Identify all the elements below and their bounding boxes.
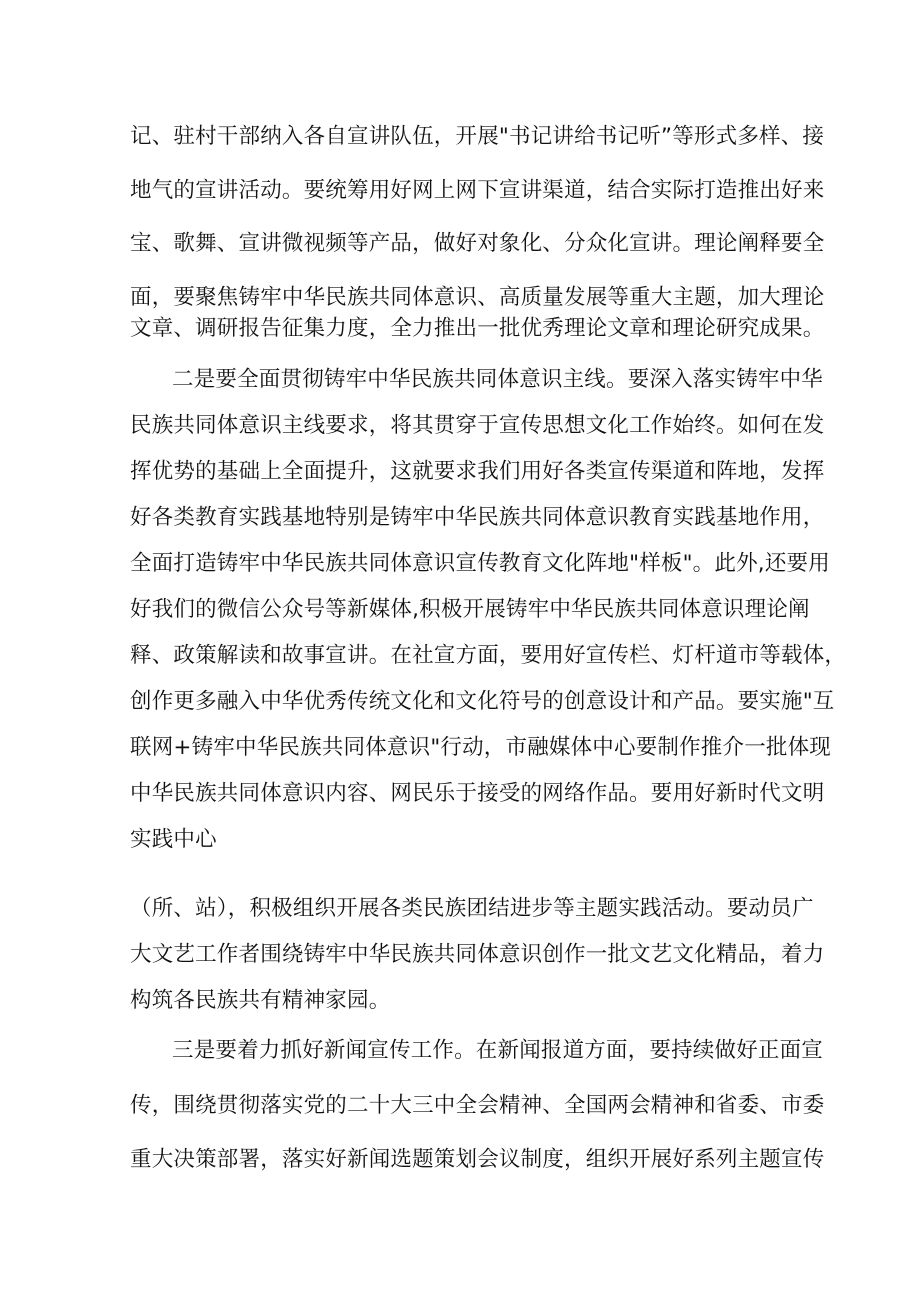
text-line: 实践中心 [130, 827, 217, 852]
text-line: 重大决策部署，落实好新闻选题策划会议制度，组织开展好系列主题宣传 [130, 1147, 825, 1172]
text-line: 创作更多融入中华优秀传统文化和文化符号的创意设计和产品。要实施"互 [130, 689, 835, 714]
text-line: 记、驻村干部纳入各自宣讲队伍，开展"书记讲给书记听”等形式多样、接 [130, 124, 825, 149]
text-line: 文章、调研报告征集力度，全力推出一批优秀理论文章和理论研究成果。 [130, 316, 825, 341]
text-line: 全面打造铸牢中华民族共同体意识宣传教育文化阵地"样板"。此外,还要用 [130, 551, 830, 576]
text-line: 传，围绕贯彻落实党的二十大三中全会精神、全国两会精神和省委、市委 [130, 1093, 825, 1118]
text-line: 挥优势的基础上全面提升，这就要求我们用好各类宣传渠道和阵地，发挥 [130, 459, 825, 484]
text-line: 中华民族共同体意识内容、网民乐于接受的网络作品。要用好新时代文明 [130, 781, 825, 806]
text-line: 面，要聚焦铸牢中华民族共同体意识、高质量发展等重大主题，加大理论 [130, 285, 825, 310]
text-line: 构筑各民族共有精神家园。 [130, 988, 391, 1013]
paragraph-start-line: 三是要着力抓好新闻宣传工作。在新闻报道方面，要持续做好正面宣 [172, 1038, 824, 1063]
text-line: 联网+铸牢中华民族共同体意识"行动，市融媒体中心要制作推介一批体现 [130, 735, 832, 760]
paragraph-start-line: 二是要全面贯彻铸牢中华民族共同体意识主线。要深入落实铸牢中华 [172, 367, 824, 392]
text-line: 好我们的微信公众号等新媒体,积极开展铸牢中华民族共同体意识理论阐 [130, 597, 810, 622]
text-line: 释、政策解读和故事宣讲。在社宣方面，要用好宣传栏、灯杆道市等载体， [130, 643, 847, 668]
text-line: 好各类教育实践基地特别是铸牢中华民族共同体意识教育实践基地作用， [130, 505, 825, 530]
text-line: （所、站），积极组织开展各类民族团结进步等主题实践活动。要动员广 [130, 896, 814, 921]
text-line: 民族共同体意识主线要求，将其贯穿于宣传思想文化工作始终。如何在发 [130, 413, 825, 438]
text-line: 宝、歌舞、宣讲微视频等产品，做好对象化、分众化宣讲。理论阐释要全 [130, 231, 825, 256]
text-line: 地气的宣讲活动。要统筹用好网上网下宣讲渠道，结合实际打造推出好来 [130, 178, 825, 203]
text-line: 大文艺工作者围绕铸牢中华民族共同体意识创作一批文艺文化精品，着力 [130, 942, 825, 967]
